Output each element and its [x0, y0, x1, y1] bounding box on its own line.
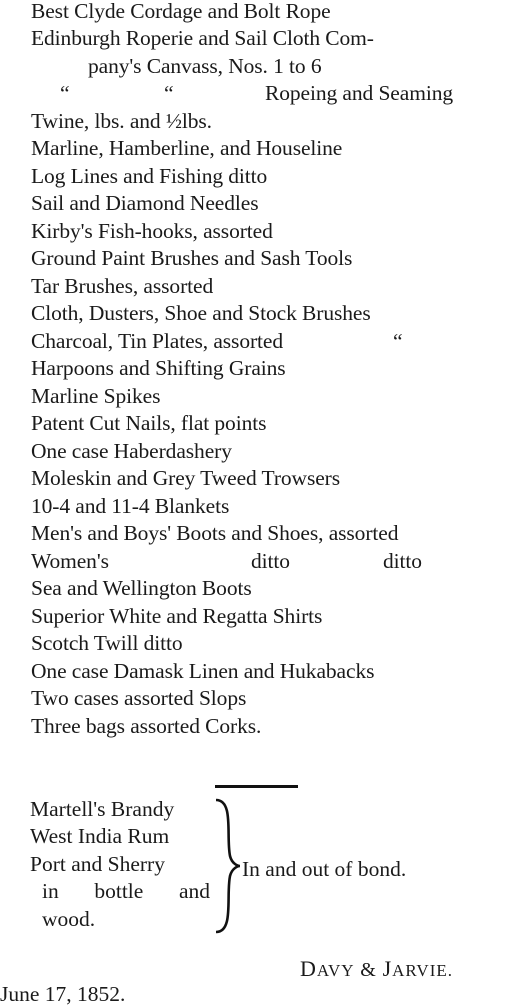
list-item: 10-4 and 11-4 Blankets — [31, 494, 230, 518]
list-item: Cloth, Dusters, Shoe and Stock Brushes — [31, 301, 371, 325]
bond-word: bottle — [94, 879, 144, 903]
list-item-text: Women's — [31, 549, 109, 573]
list-item — [31, 328, 517, 354]
ditto-word: ditto — [251, 549, 290, 573]
bond-word: in — [42, 879, 59, 903]
ditto-mark: “ — [393, 329, 403, 353]
date-line: June 17, 1852. — [0, 982, 126, 1006]
list-item: Sea and Wellington Boots — [31, 576, 252, 600]
list-item: Scotch Twill ditto — [31, 631, 183, 655]
list-item-text: Ropeing and Seaming — [265, 81, 453, 105]
list-item: Best Clyde Cordage and Bolt Rope — [31, 0, 331, 23]
ditto-mark: “ — [164, 81, 174, 105]
list-item: Log Lines and Fishing ditto — [31, 164, 268, 188]
list-item: One case Damask Linen and Hukabacks — [31, 659, 375, 683]
list-item: Two cases assorted Slops — [31, 686, 247, 710]
signature: DAVY & JARVIE. — [300, 956, 453, 981]
bond-word: and — [178, 879, 210, 903]
list-item: pany's Canvass, Nos. 1 to 6 — [88, 54, 322, 78]
list-item: Ground Paint Brushes and Sash Tools — [31, 246, 353, 270]
list-item: Harpoons and Shifting Grains — [31, 356, 286, 380]
list-item: Kirby's Fish-hooks, assorted — [31, 219, 273, 243]
list-item: One case Haberdashery — [31, 439, 232, 463]
list-item: Marline, Hamberline, and Houseline — [31, 136, 343, 160]
list-item: Edinburgh Roperie and Sail Cloth Com- — [31, 26, 374, 50]
bond-item — [42, 878, 232, 904]
divider-rule — [215, 785, 298, 788]
list-item: Marline Spikes — [31, 384, 161, 408]
bond-note: In and out of bond. — [242, 857, 407, 881]
list-item: Superior White and Regatta Shirts — [31, 604, 323, 628]
ditto-mark: “ — [60, 81, 70, 105]
bond-item: Port and Sherry — [30, 852, 165, 876]
list-item: Three bags assorted Corks. — [31, 714, 262, 738]
list-item-text: Charcoal, Tin Plates, assorted — [31, 329, 283, 353]
list-item: Tar Brushes, assorted — [31, 274, 214, 298]
bond-item: West India Rum — [30, 824, 170, 848]
list-item: Men's and Boys' Boots and Shoes, assorted — [31, 521, 399, 545]
list-item: Sail and Diamond Needles — [31, 191, 259, 215]
curly-brace-icon — [212, 796, 242, 936]
list-item: Patent Cut Nails, flat points — [31, 411, 267, 435]
bond-item: Martell's Brandy — [30, 797, 175, 821]
bond-item: wood. — [42, 907, 96, 931]
list-item: Twine, lbs. and ½lbs. — [31, 109, 212, 133]
list-item: Moleskin and Grey Tweed Trowsers — [31, 466, 341, 490]
ditto-word: ditto — [383, 549, 422, 573]
